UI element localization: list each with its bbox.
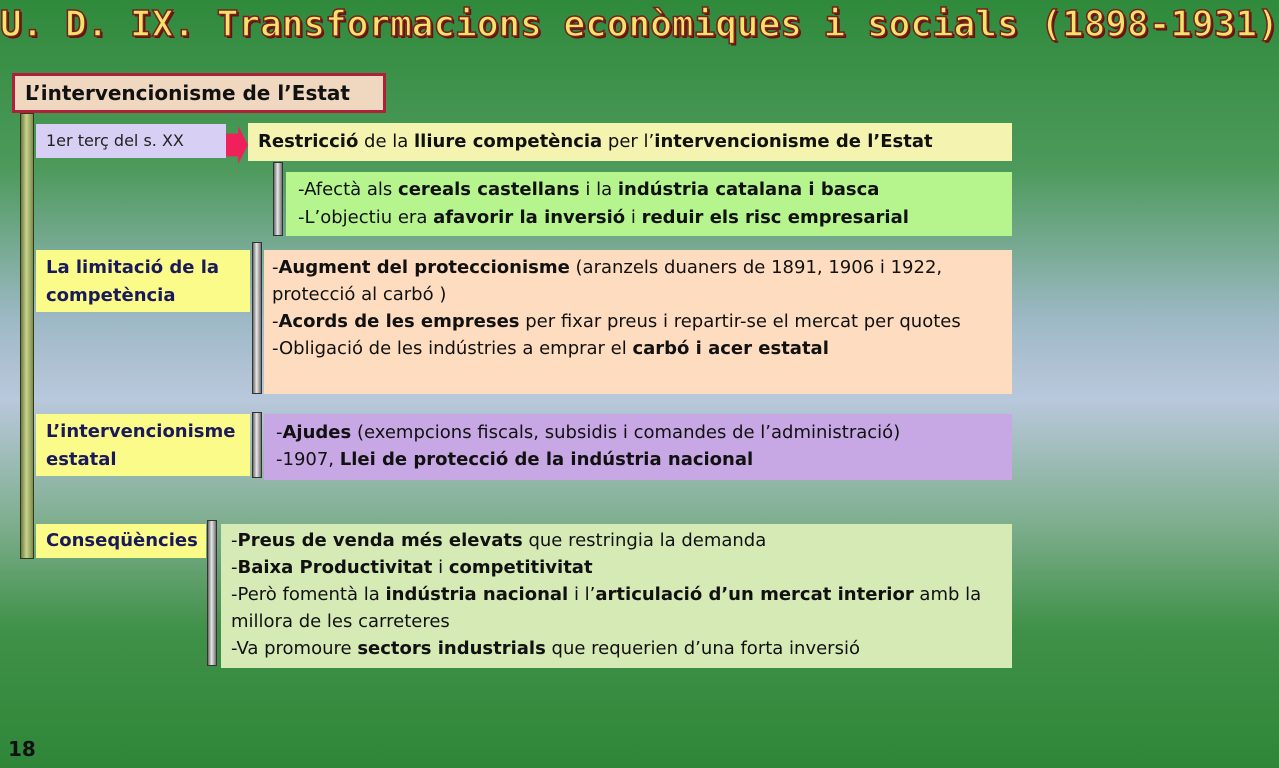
intervention-box [264, 414, 1012, 480]
limitation-label: La limitació de la competència [36, 250, 250, 312]
page-number: 18 [8, 737, 36, 761]
intervention-item: -Ajudes (exempcions fiscals, subsidis i comandes de l’administració) [276, 422, 901, 443]
consequence-item: -Preus de venda més elevats que restringia la demanda [231, 530, 767, 551]
intervention-item: -1907, Llei de protecció de la indústria nacional [276, 449, 754, 470]
divider-bar [273, 162, 283, 236]
period-label: 1er terç del s. XX [36, 124, 226, 158]
restriction-box: Restricció de la lliure competència per l’intervencionisme de l’Estat [248, 123, 1012, 161]
consequences-box [221, 524, 1012, 668]
consequence-item: -Baixa Productivitat i competitivitat [231, 557, 593, 578]
consequence-item: -Però fomentà la indústria nacional i l’articulació d’un mercat interior amb la millora de les carreteres [231, 584, 982, 632]
divider-bar [207, 520, 217, 666]
divider-bar [252, 242, 262, 394]
arrow-right-icon [226, 126, 248, 164]
section-heading: L’intervencionisme de l’Estat [12, 73, 386, 113]
consequence-item: -Va promoure sectors industrials que requerien d’una forta inversió [231, 638, 860, 659]
slide-title: U. D. IX. Transformacions econòmiques i socials (1898-1931) [0, 4, 1279, 45]
limitation-item: -Acords de les empreses per fixar preus i repartir-se el mercat per quotes [272, 311, 961, 332]
effects-line-2: -L’objectiu era afavorir la inversió i reduir els risc empresarial [298, 207, 909, 228]
effects-box [286, 172, 1012, 236]
limitation-item: -Obligació de les indústries a emprar el carbó i acer estatal [272, 338, 829, 359]
limitation-item: -Augment del proteccionisme (aranzels duaners de 1891, 1906 i 1922, protecció al carbó ) [272, 257, 943, 305]
effects-line-1: -Afectà als cereals castellans i la indústria catalana i basca [298, 179, 880, 200]
limitation-box [264, 250, 1012, 394]
restriction-term: Restricció [258, 131, 359, 152]
intervention-label: L’intervencionisme estatal [36, 414, 250, 476]
divider-bar [252, 412, 262, 478]
consequences-label: Conseqüències [36, 524, 206, 558]
timeline-bar [20, 113, 34, 559]
